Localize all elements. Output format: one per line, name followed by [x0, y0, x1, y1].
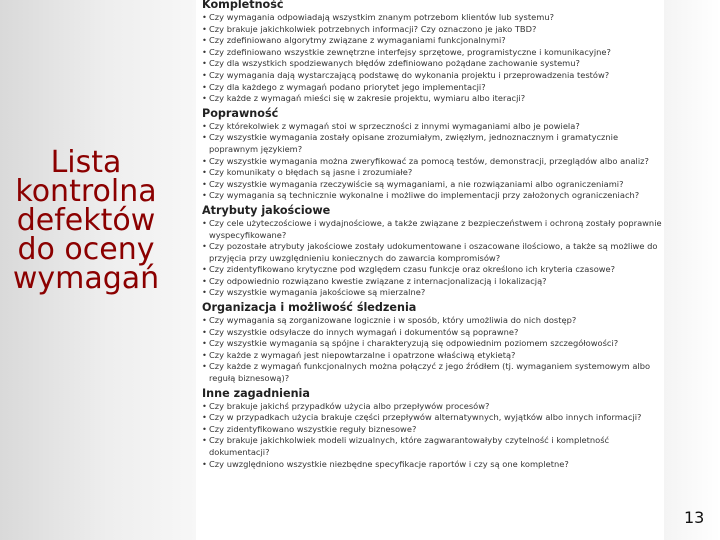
checklist-item: • Czy każde z wymagań mieści się w zakresie projektu, wymiaru albo iteracji?	[200, 93, 662, 105]
checklist-item: • Czy każde z wymagań jest niepowtarzalne i opatrzone właściwą etykietą?	[200, 350, 662, 362]
checklist-item: • Czy wszystkie wymagania rzeczywiście są wymaganiami, a nie rozwiązaniami albo ograniczeniami?	[200, 179, 662, 191]
section-heading: Poprawność	[202, 106, 279, 120]
checklist-item: • Czy wszystkie wymagania jakościowe są mierzalne?	[200, 287, 662, 299]
checklist-item: • Czy którekolwiek z wymagań stoi w sprzeczności z innymi wymaganiami albo je powiela?	[200, 121, 662, 133]
checklist-item: • Czy brakuje jakichkolwiek modeli wizualnych, które zagwarantowałyby czytelność i kompletność dokumentacji?	[200, 435, 662, 458]
page-number: 13	[684, 508, 705, 527]
checklist-item: • Czy brakuje jakichś przypadków użycia albo przepływów procesów?	[200, 401, 662, 413]
checklist-item: • Czy brakuje jakichkolwiek potrzebnych informacji? Czy oznaczono je jako TBD?	[200, 24, 662, 36]
section-heading: Organizacja i możliwość śledzenia	[202, 301, 417, 315]
checklist-item: • Czy odpowiednio rozwiązano kwestie związane z internacjonalizacją i lokalizacją?	[200, 276, 662, 288]
checklist-item: • Czy wszystkie wymagania są spójne i charakteryzują się odpowiednim poziomem szczegółowości?	[200, 338, 662, 350]
checklist-item: • Czy komunikaty o błędach są jasne i zrozumiałe?	[200, 167, 662, 179]
slide-title	[0, 145, 172, 296]
checklist-item: • Czy dla wszystkich spodziewanych błędów zdefiniowano pożądane zachowanie systemu?	[200, 58, 662, 70]
checklist-image	[200, 0, 662, 540]
slide-title-line: wymagań	[12, 261, 160, 296]
section-heading: Atrybuty jakościowe	[202, 203, 331, 217]
slide-title-line: Lista	[50, 145, 122, 180]
section-heading: Kompletność	[202, 0, 284, 11]
checklist-item: • Czy wszystkie odsyłacze do innych wymagań i dokumentów są poprawne?	[200, 327, 662, 339]
section-heading: Inne zagadnienia	[202, 386, 310, 400]
checklist-item: • Czy zidentyfikowano wszystkie reguły biznesowe?	[200, 424, 662, 436]
checklist-item: • Czy dla każdego z wymagań podano priorytet jego implementacji?	[200, 82, 662, 94]
checklist-item: • Czy wymagania są zorganizowane logicznie i w sposób, który umożliwia do nich dostęp?	[200, 315, 662, 327]
right-gutter	[664, 0, 720, 540]
checklist-item: • Czy wymagania dają wystarczającą podstawę do wykonania projektu i przeprowadzenia testów?	[200, 70, 662, 82]
checklist-item: • Czy wymagania odpowiadają wszystkim znanym potrzebom klientów lub systemu?	[200, 12, 662, 24]
checklist-item: • Czy każde z wymagań funkcjonalnych można połączyć z jego źródłem (tj. wymaganiem systemowym albo regułą biznesową)?	[200, 361, 662, 384]
checklist-item: • Czy zdefiniowano wszystkie zewnętrzne interfejsy sprzętowe, programistyczne i komunikacyjne?	[200, 47, 662, 59]
checklist-item: • Czy cele użyteczościowe i wydajnościowe, a także związane z bezpieczeństwem i ochroną zostały poprawnie wyspecyfikowane?	[200, 218, 662, 241]
checklist-item: • Czy zdefiniowano algorytmy związane z wymaganiami funkcjonalnymi?	[200, 35, 662, 47]
checklist-item: • Czy w przypadkach użycia brakuje części przepływów alternatywnych, wyjątków albo innych informacji?	[200, 412, 662, 424]
slide-title-line: defektów	[16, 203, 156, 238]
checklist-item: • Czy uwzględniono wszystkie niezbędne specyfikacje raportów i czy są one kompletne?	[200, 459, 662, 471]
checklist-item: • Czy pozostałe atrybuty jakościowe zostały udokumentowane i oszacowane ilościowo, a także są możliwe do przyjęcia przy uwzględnieniu koniecznych do zawarcia kompromisów?	[200, 241, 662, 264]
checklist-item: • Czy zidentyfikowano krytyczne pod względem czasu funkcje oraz określono ich kryteria czasowe?	[200, 264, 662, 276]
slide-title-line: do oceny	[17, 232, 155, 267]
checklist-item: • Czy wszystkie wymagania zostały opisane zrozumiałym, zwięzłym, jednoznacznym i gramatycznie poprawnym językiem?	[200, 132, 662, 155]
checklist-item: • Czy wszystkie wymagania można zweryfikować za pomocą testów, demonstracji, przeglądów albo analiz?	[200, 156, 662, 168]
checklist-item: • Czy wymagania są technicznie wykonalne i możliwe do implementacji przy założonych ograniczeniach?	[200, 190, 662, 202]
slide-title-line: kontrolna	[15, 174, 157, 209]
